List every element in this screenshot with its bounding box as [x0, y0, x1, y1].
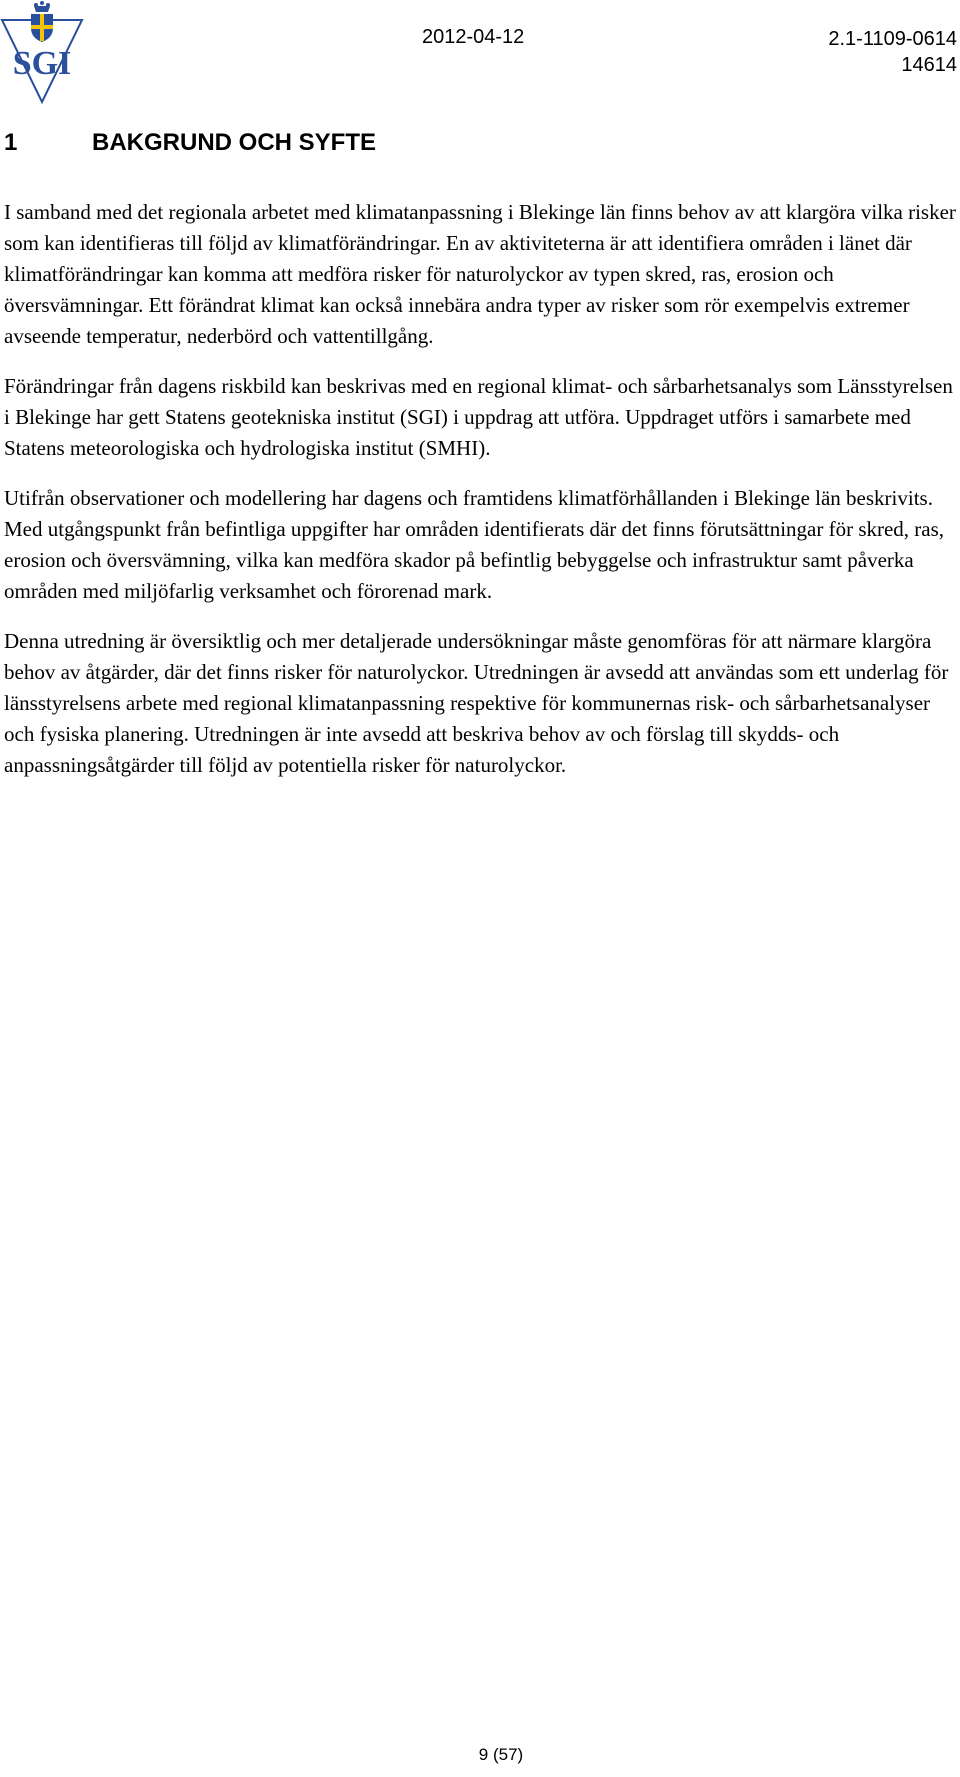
- reference-code: 2.1-1109-0614: [828, 28, 957, 50]
- page-number: 9 (57): [478, 1745, 524, 1764]
- paragraph: I samband med det regionala arbetet med klimatanpassning i Blekinge län finns behov av att klargöra vilka risker som kan identifieras till följd av klimatförändringar. En av aktiviteterna är att identifiera områden i länet där klimatförändringar kan komma att medföra risker för naturolyckor av typen skred, ras, erosion och översvämningar. Ett förändrat klimat kan också innebära andra typer av risker som rör exempelvis extremer avseende temperatur, nederbörd och vattentillgång.: [4, 200, 956, 348]
- sgi-logo: [0, 0, 84, 104]
- section-heading: [4, 129, 376, 157]
- document-date: 2012-04-12: [422, 26, 525, 48]
- section-title: BAKGRUND OCH SYFTE: [92, 129, 377, 156]
- section-number: 1: [4, 129, 18, 156]
- paragraph: Förändringar från dagens riskbild kan beskrivas med en regional klimat- och sårbarhetsanalys som Länsstyrelsen i Blekinge har gett Statens geotekniska institut (SGI) i uppdrag att utföra. Uppdraget utförs i samarbete med Statens meteorologiska och hydrologiska institut (SMHI).: [4, 374, 953, 460]
- shield-icon: [31, 14, 53, 42]
- reference-number: 14614: [901, 54, 957, 76]
- paragraph: Denna utredning är översiktlig och mer detaljerade undersökningar måste genomföras för att närmare klargöra behov av åtgärder, där det finns risker för naturolyckor. Utredningen är avsedd att användas som ett underlag för länsstyrelsens arbete med regional klimatanpassning respektive för kommunernas risk- och sårbarhetsanalyser och fysiska planering. Utredningen är inte avsedd att beskriva behov av och förslag till skydds- och anpassningsåtgärder till följd av potentiella risker för naturolyckor.: [4, 629, 949, 777]
- document-reference: [828, 26, 957, 78]
- page-footer: [0, 1745, 960, 1765]
- body-text: [4, 197, 956, 800]
- crown-icon: [34, 1, 50, 12]
- paragraph: Utifrån observationer och modellering har dagens och framtidens klimatförhållanden i Blekinge län beskrivits. Med utgångspunkt från befintliga uppgifter har områden identifierats där det finns förutsättningar för skred, ras, erosion och översvämning, vilka kan medföra skador på befintlig bebyggelse och infrastruktur samt påverka områden med miljöfarlig verksamhet och förorenad mark.: [4, 486, 945, 603]
- logo-text: SGI: [12, 45, 72, 82]
